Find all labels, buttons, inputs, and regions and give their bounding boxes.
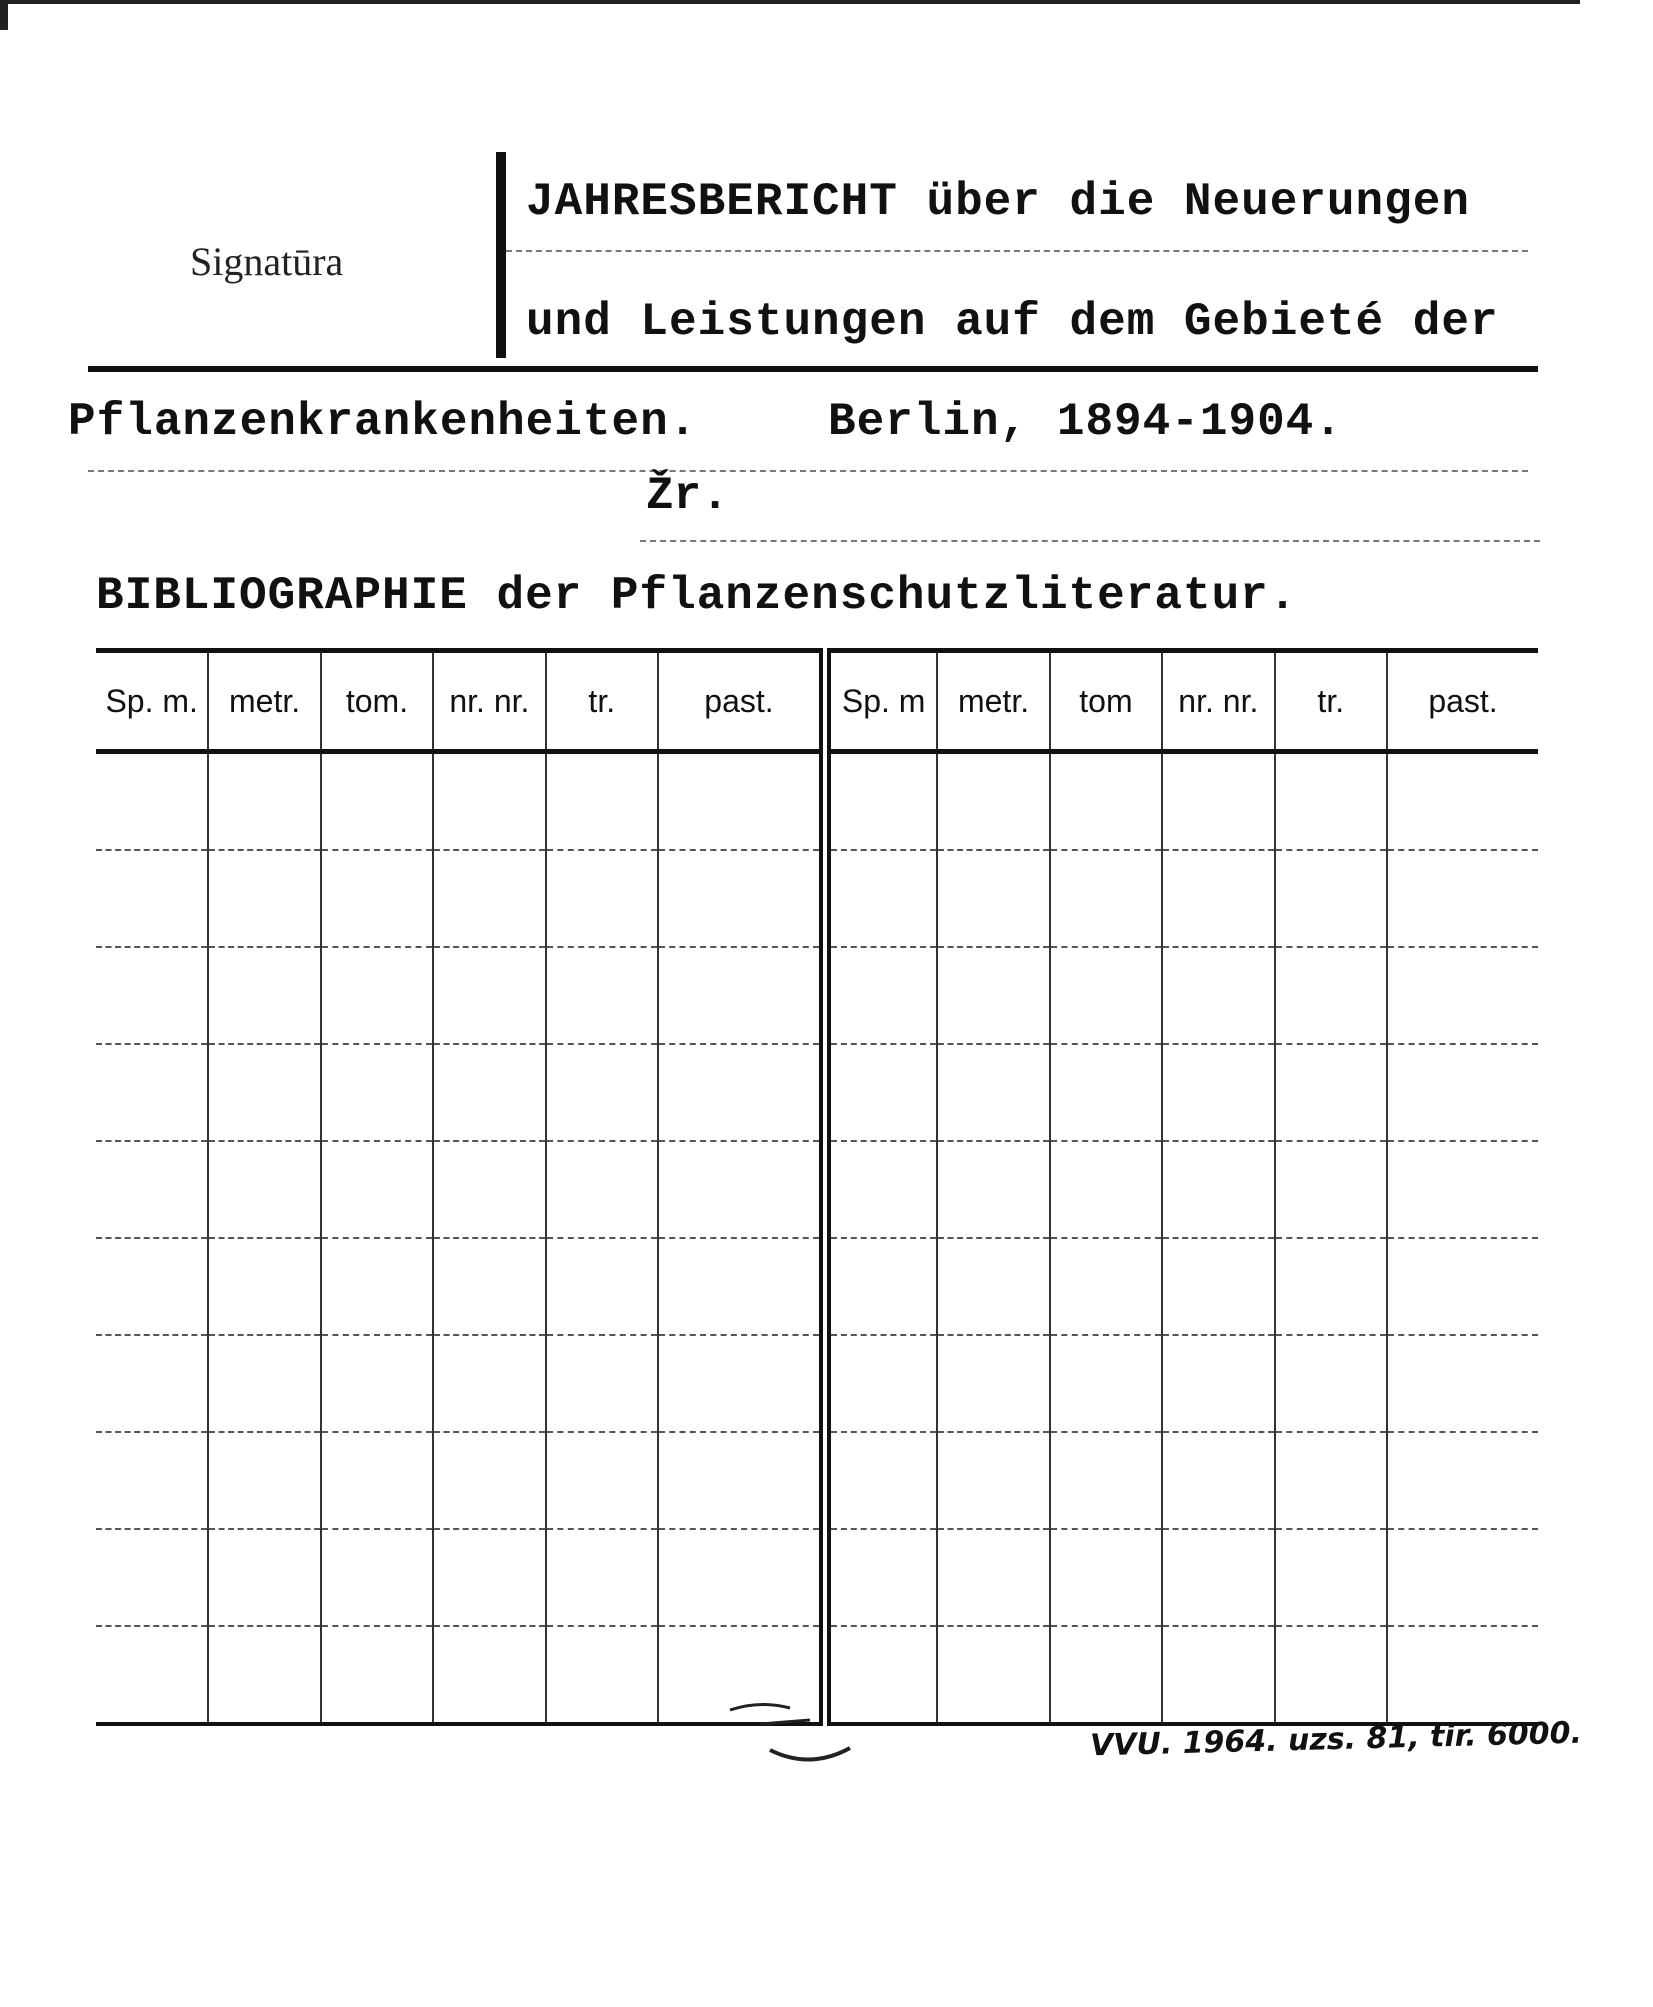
grid-cell [1275,947,1387,1044]
grid-cell [1162,1141,1274,1238]
grid-cell [937,1626,1049,1724]
grid-cell [825,947,937,1044]
grid-cell [937,850,1049,947]
grid-cell [208,1044,320,1141]
grid-cell [1275,1141,1387,1238]
grid-cell [1050,752,1162,851]
grid-cell [825,1238,937,1335]
grid-cell [1387,1044,1538,1141]
grid-cell [937,752,1049,851]
grid-cell [1162,1432,1274,1529]
grid-cell [1162,1529,1274,1626]
grid-cell [937,1432,1049,1529]
grid-row [96,1238,1538,1335]
grid-cell [321,1529,433,1626]
grid-cell [937,947,1049,1044]
column-header: nr. nr. [433,651,545,752]
grid-cell [1050,1626,1162,1724]
grid-cell [546,1626,658,1724]
grid-cell [96,1044,208,1141]
grid-cell [96,1432,208,1529]
grid-cell [546,752,658,851]
grid-cell [321,1141,433,1238]
grid-cell [1275,1238,1387,1335]
column-header: nr. nr. [1162,651,1274,752]
grid-cell [1050,947,1162,1044]
grid-cell [825,1335,937,1432]
ink-smudge [720,1700,880,1770]
grid-cell [96,850,208,947]
column-header: tr. [546,651,658,752]
grid-cell [658,1529,825,1626]
grid-cell [1050,1141,1162,1238]
place-code: Žr. [646,470,729,522]
grid-cell [825,850,937,947]
grid-cell [96,1529,208,1626]
grid-cell [546,1238,658,1335]
title-rule-1 [506,250,1528,252]
grid-cell [1275,752,1387,851]
grid-cell [546,1141,658,1238]
grid-cell [208,1529,320,1626]
grid-cell [96,1141,208,1238]
grid-cell [1387,1238,1538,1335]
grid-cell [546,850,658,947]
grid-cell [937,1529,1049,1626]
grid-row [96,1529,1538,1626]
grid-cell [96,947,208,1044]
grid-cell [1050,1044,1162,1141]
grid-cell [937,1335,1049,1432]
grid-cell [208,1432,320,1529]
grid-cell [321,850,433,947]
grid-cell [1050,1335,1162,1432]
grid-cell [1275,850,1387,947]
grid-cell [1162,1335,1274,1432]
grid-cell [96,1238,208,1335]
column-header: tom [1050,651,1162,752]
grid-cell [433,1432,545,1529]
grid-cell [96,1626,208,1724]
grid-cell [1387,1529,1538,1626]
grid-cell [1275,1335,1387,1432]
grid-row [96,1432,1538,1529]
grid-cell [321,1335,433,1432]
grid-row [96,1044,1538,1141]
grid-cell [433,947,545,1044]
grid-row [96,850,1538,947]
grid-cell [433,752,545,851]
grid-cell [825,1141,937,1238]
grid-row [96,1335,1538,1432]
heading-rule [88,366,1538,372]
grid-cell [1162,752,1274,851]
grid-cell [1162,1238,1274,1335]
title-rule-4 [640,540,1540,542]
grid-cell [1275,1044,1387,1141]
series-title: BIBLIOGRAPHIE der Pflanzenschutzliteratur. [96,570,1298,622]
column-header: metr. [937,651,1049,752]
grid-row [96,752,1538,851]
grid-cell [208,1335,320,1432]
grid-header-row [96,651,1538,752]
grid-cell [321,1626,433,1724]
grid-cell [1162,1626,1274,1724]
imprint: Berlin, 1894-1904. [828,396,1343,448]
grid-cell [1050,850,1162,947]
card-left-edge [0,0,8,30]
grid-cell [1275,1626,1387,1724]
column-header: past. [1387,651,1538,752]
grid-cell [658,1335,825,1432]
grid-cell [433,1626,545,1724]
grid-cell [96,752,208,851]
grid-cell [321,1044,433,1141]
grid-cell [321,1238,433,1335]
grid-cell [658,850,825,947]
grid-cell [1050,1529,1162,1626]
holdings-grid [96,648,1538,1726]
card-top-edge [0,0,1580,4]
grid-cell [937,1141,1049,1238]
grid-cell [208,850,320,947]
grid-cell [658,1238,825,1335]
column-header: Sp. m. [96,651,208,752]
grid-cell [825,1529,937,1626]
grid-cell [433,1141,545,1238]
grid-row [96,947,1538,1044]
grid-cell [1050,1432,1162,1529]
grid-cell [1387,1141,1538,1238]
column-header: Sp. m [825,651,937,752]
grid-cell [433,1335,545,1432]
grid-cell [546,947,658,1044]
grid-cell [546,1529,658,1626]
signatura-divider [496,152,506,358]
grid-cell [208,1626,320,1724]
grid-cell [1387,1335,1538,1432]
grid-cell [1162,850,1274,947]
grid-cell [321,947,433,1044]
grid-cell [208,947,320,1044]
grid-cell [208,1141,320,1238]
grid-cell [1387,850,1538,947]
grid-cell [1162,1044,1274,1141]
grid-cell [658,1141,825,1238]
grid-cell [1387,947,1538,1044]
grid-cell [1275,1432,1387,1529]
print-run-note: VVU. 1964. uzs. 81, tir. 6000. [1089,1715,1583,1764]
grid-row [96,1141,1538,1238]
grid-cell [321,1432,433,1529]
grid-cell [937,1044,1049,1141]
grid-cell [96,1335,208,1432]
grid-cell [433,1529,545,1626]
grid-cell [658,947,825,1044]
title-line-2: und Leistungen auf dem Gebieté der [526,296,1499,348]
column-header: tr. [1275,651,1387,752]
grid-cell [658,1044,825,1141]
grid-cell [546,1432,658,1529]
grid-cell [321,752,433,851]
signatura-label: Signatūra [190,239,344,284]
grid-cell [1275,1529,1387,1626]
grid-cell [546,1044,658,1141]
grid-cell [825,1044,937,1141]
grid-cell [825,1432,937,1529]
title-line-3: Pflanzenkrankenheiten. [68,396,698,448]
grid-cell [658,752,825,851]
grid-cell [1387,752,1538,851]
grid-cell [433,1238,545,1335]
grid-cell [1387,1626,1538,1724]
column-header: past. [658,651,825,752]
grid-cell [825,752,937,851]
grid-cell [1387,1432,1538,1529]
column-header: tom. [321,651,433,752]
grid-cell [937,1238,1049,1335]
grid-cell [433,850,545,947]
title-rule-3 [88,470,1528,472]
grid-cell [1050,1238,1162,1335]
grid-cell [208,1238,320,1335]
column-header: metr. [208,651,320,752]
grid-cell [208,752,320,851]
grid-cell [433,1044,545,1141]
grid-cell [1162,947,1274,1044]
grid-cell [658,1432,825,1529]
grid-cell [546,1335,658,1432]
title-line-1: JAHRESBERICHT über die Neuerungen [526,176,1470,228]
